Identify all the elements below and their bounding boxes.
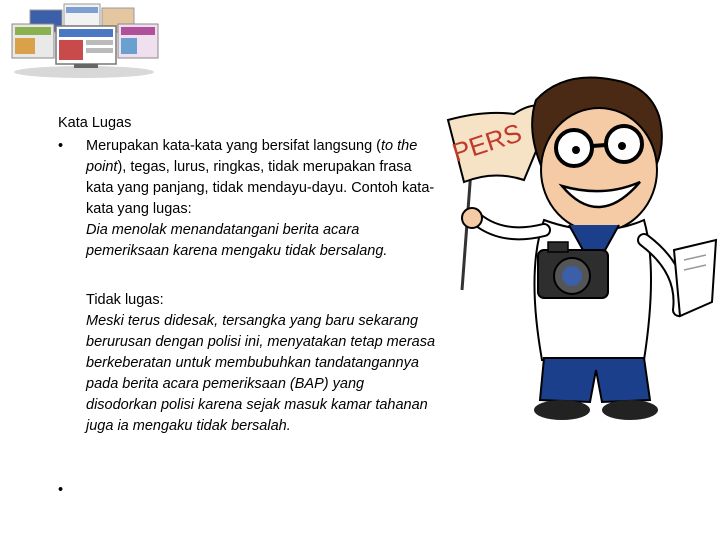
bullet-marker: • xyxy=(58,138,64,154)
slide-title: Kata Lugas xyxy=(58,115,132,131)
example-lugas: Dia menolak menandatangani berita acara pemeriksaan karena mengaku tidak bersalang. xyxy=(86,222,388,259)
reporter-cartoon-icon xyxy=(444,70,720,430)
empty-bullet: • xyxy=(58,482,64,498)
definition-text: Merupakan kata-kata yang bersifat langsung (to the point), tegas, lurus, ringkas, tidak merupakan frasa kata yang panjang, tidak mendayu-dayu. Contoh kata-kata yang lugas: xyxy=(86,138,435,217)
flag-text: PERS xyxy=(448,117,526,168)
list-item xyxy=(58,136,438,437)
slide-text xyxy=(58,113,438,437)
example-tidak-lugas: Meski terus didesak, tersangka yang baru sekarang berurusan dengan polisi ini, menyatakan tetap merasa berkeberatan untuk membubuhkan tandatangannya pada berita acara pemeriksaan (BAP) yang disodorkan polisi karena sejak masuk kamar tahanan juga ia mengaku tidak bersalah. xyxy=(86,313,436,434)
label-tidak-lugas: Tidak lugas: xyxy=(86,292,164,308)
website-screens-logo-icon xyxy=(4,2,164,80)
